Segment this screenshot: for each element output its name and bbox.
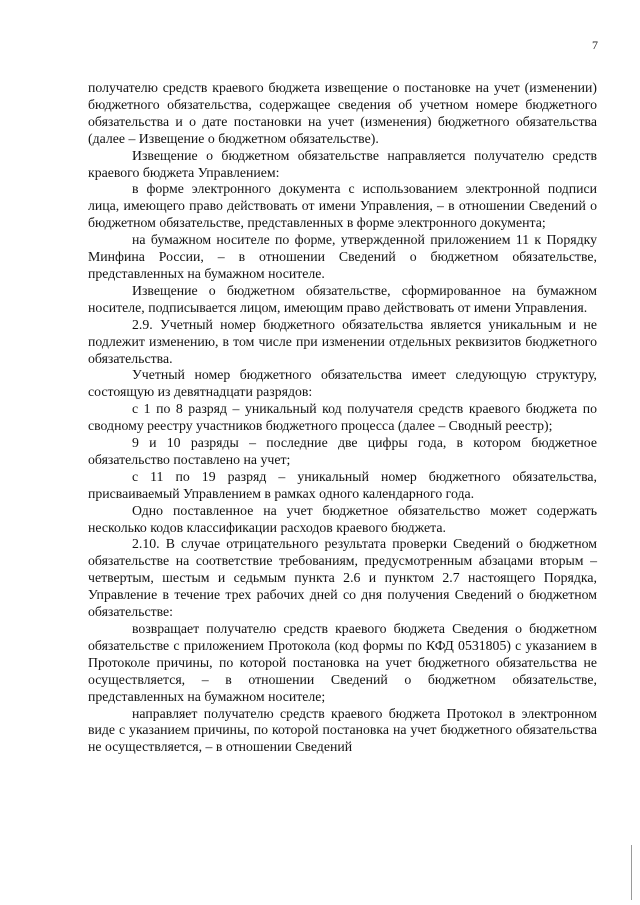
paragraph-1: получателю средств краевого бюджета извещение о постановке на учет (изменении) бюджетного обязательства, содержащее сведения об учетном номере бюджетного обязательства и о дате постановки на учет (изменения) бюджетного обязательства (далее – Извещение о бюджетном обязательстве). <box>88 80 597 146</box>
paragraph-3: в форме электронного документа с использованием электронной подписи лица, имеющего право действовать от имени Управления, – в отношении Сведений о бюджетном обязательстве, представленных в форме электронного документа; <box>88 181 597 231</box>
paragraph-6: 2.9. Учетный номер бюджетного обязательства является уникальным и не подлежит изменению, в том числе при изменении отдельных реквизитов бюджетного обязательства. <box>88 316 597 366</box>
page-number: 7 <box>592 38 598 52</box>
paragraph-13: возвращает получателю средств краевого бюджета Сведения о бюджетном обязательстве с приложением Протокола (код формы по КФД 0531805) с указанием в Протоколе причины, по которой постановка на учет бюджетного обязательства не осуществляется, – в отношении Сведений о бюджетном обязательстве, представленных на бумажном носителе; <box>88 621 597 704</box>
paragraph-7: Учетный номер бюджетного обязательства имеет следующую структуру, состоящую из девятнадцати разрядов: <box>88 367 597 400</box>
paragraph-9: 9 и 10 разряды – последние две цифры года, в котором бюджетное обязательство поставлено на учет; <box>88 435 597 467</box>
paragraph-5: Извещение о бюджетном обязательстве, сформированное на бумажном носителе, подписывается лицом, имеющим право действовать от имени Управления. <box>88 282 597 315</box>
document-body <box>88 80 597 756</box>
paragraph-10: с 11 по 19 разряд – уникальный номер бюджетного обязательства, присваиваемый Управлением в рамках одного календарного года. <box>88 468 597 501</box>
paragraph-8: с 1 по 8 разряд – уникальный код получателя средств краевого бюджета по сводному реестру участников бюджетного процесса (далее – Сводный реестр); <box>88 401 597 434</box>
paragraph-12: 2.10. В случае отрицательного результата проверки Сведений о бюджетном обязательстве на соответствие требованиям, предусмотренным абзацами вторым – четвертым, шестым и седьмым пункта 2.6 и пунктом 2.7 настоящего Порядка, Управление в течение трех рабочих дней со дня получения Сведений о бюджетном обязательстве: <box>88 536 597 620</box>
paragraph-2: Извещение о бюджетном обязательстве направляется получателю средств краевого бюджета Управлением: <box>88 147 597 180</box>
paragraph-14: направляет получателю средств краевого бюджета Протокол в электронном виде с указанием причины, по которой постановка на учет бюджетного обязательства не осуществляется, – в отношении Сведений <box>88 705 597 755</box>
paragraph-11: Одно поставленное на учет бюджетное обязательство может содержать несколько кодов классификации расходов краевого бюджета. <box>88 502 597 535</box>
paragraph-4: на бумажном носителе по форме, утвержденной приложением 11 к Порядку Минфина России, – в отношении Сведений о бюджетном обязательстве, представленных на бумажном носителе. <box>88 232 597 281</box>
scan-edge-mark <box>631 845 632 900</box>
